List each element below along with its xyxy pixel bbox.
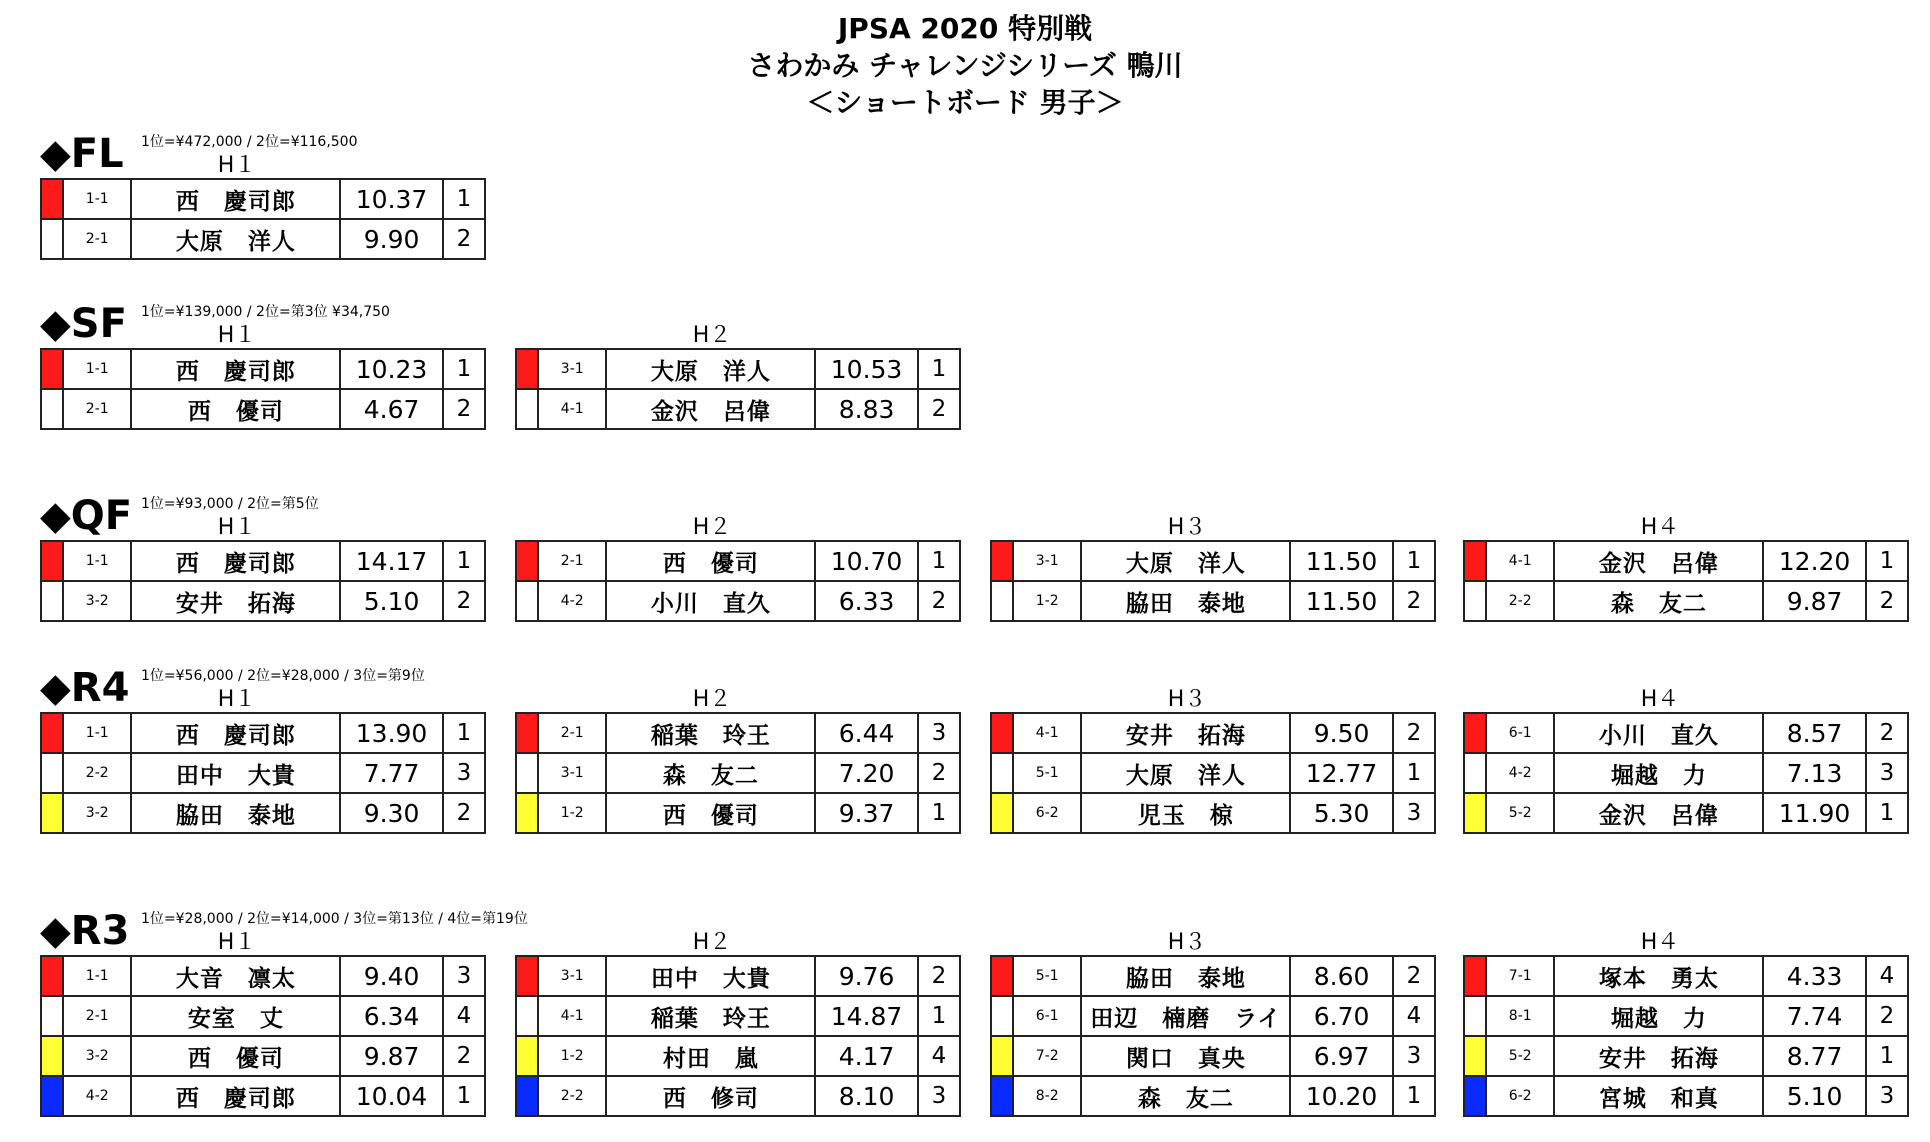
heat-label: H２ [692,930,732,955]
rank-cell: 1 [918,349,960,389]
surfer-name: 小川 直久 [606,581,815,621]
heat-row [991,1036,1435,1076]
jersey-color-swatch [991,541,1013,581]
heat-table [515,348,961,430]
heat-row [41,956,485,996]
score-cell: 5.10 [340,581,442,621]
surfer-name: 西 慶司郎 [131,349,340,389]
seed-cell: 1-1 [63,541,131,581]
score-cell: 6.70 [1290,996,1392,1036]
heat-row [991,581,1435,621]
score-cell: 10.70 [815,541,917,581]
heat-row [1464,793,1908,833]
seed-cell: 1-1 [63,179,131,219]
rank-cell: 2 [443,389,485,429]
seed-cell: 4-2 [538,581,606,621]
round-label: ◆R3 [40,908,130,954]
round-prize-info: 1位=¥28,000 / 2位=¥14,000 / 3位=第13位 / 4位=第19位 [141,911,528,927]
heat-table [40,955,486,1117]
heat-row [516,349,960,389]
surfer-name: 堀越 力 [1554,996,1763,1036]
heat-row [991,956,1435,996]
surfer-name: 西 優司 [131,1036,340,1076]
rank-cell: 2 [918,753,960,793]
seed-cell: 3-1 [538,956,606,996]
score-cell: 8.60 [1290,956,1392,996]
surfer-name: 安井 拓海 [131,581,340,621]
surfer-name: 堀越 力 [1554,753,1763,793]
rank-cell: 2 [443,1036,485,1076]
surfer-name: 大音 凛太 [131,956,340,996]
seed-cell: 1-1 [63,956,131,996]
surfer-name: 脇田 泰地 [131,793,340,833]
seed-cell: 4-2 [63,1076,131,1116]
seed-cell: 5-1 [1013,956,1081,996]
rank-cell: 1 [443,541,485,581]
jersey-color-swatch [1464,956,1486,996]
score-cell: 8.83 [815,389,917,429]
seed-cell: 2-1 [538,713,606,753]
rank-cell: 3 [443,753,485,793]
seed-cell: 3-1 [538,349,606,389]
surfer-name: 関口 真央 [1081,1036,1290,1076]
rank-cell: 2 [443,581,485,621]
rank-cell: 1 [443,179,485,219]
jersey-color-swatch [1464,1036,1486,1076]
surfer-name: 児玉 椋 [1081,793,1290,833]
rank-cell: 1 [918,793,960,833]
heat-row [516,793,960,833]
jersey-color-swatch [991,956,1013,996]
score-cell: 6.97 [1290,1036,1392,1076]
heat-label: H３ [1167,515,1207,540]
jersey-color-swatch [41,389,63,429]
heat-row [1464,996,1908,1036]
rank-cell: 1 [443,1076,485,1116]
jersey-color-swatch [516,1036,538,1076]
jersey-color-swatch [991,753,1013,793]
heat-row [516,1076,960,1116]
rank-cell: 3 [443,956,485,996]
heat-label: H１ [217,930,257,955]
seed-cell: 5-2 [1486,1036,1554,1076]
rank-cell: 2 [1866,713,1908,753]
heat-row [41,713,485,753]
heat-row [991,996,1435,1036]
seed-cell: 3-2 [63,581,131,621]
seed-cell: 2-2 [1486,581,1554,621]
jersey-color-swatch [1464,713,1486,753]
jersey-color-swatch [991,1036,1013,1076]
score-cell: 13.90 [340,713,442,753]
heat-row [41,996,485,1036]
jersey-color-swatch [991,581,1013,621]
heat-row [41,793,485,833]
score-cell: 9.87 [1763,581,1865,621]
round-label: ◆QF [40,493,133,539]
heat-label: H２ [692,515,732,540]
heat-table [40,712,486,834]
surfer-name: 田中 大貴 [131,753,340,793]
jersey-color-swatch [41,713,63,753]
surfer-name: 小川 直久 [1554,713,1763,753]
surfer-name: 安井 拓海 [1081,713,1290,753]
seed-cell: 3-2 [63,1036,131,1076]
rank-cell: 4 [443,996,485,1036]
seed-cell: 4-1 [538,389,606,429]
rank-cell: 1 [1866,541,1908,581]
heat-row [516,956,960,996]
heat-label: H３ [1167,930,1207,955]
score-cell: 7.74 [1763,996,1865,1036]
jersey-color-swatch [1464,996,1486,1036]
surfer-name: 西 修司 [606,1076,815,1116]
score-cell: 5.10 [1763,1076,1865,1116]
heat-row [1464,1036,1908,1076]
title-line-1: JPSA 2020 特別戦 [837,12,1093,45]
rank-cell: 1 [1866,1036,1908,1076]
heat-label: H４ [1640,930,1680,955]
score-cell: 6.34 [340,996,442,1036]
heat-row [1464,581,1908,621]
rank-cell: 2 [443,219,485,259]
rank-cell: 2 [443,793,485,833]
score-cell: 7.77 [340,753,442,793]
score-cell: 10.37 [340,179,442,219]
surfer-name: 大原 洋人 [606,349,815,389]
seed-cell: 1-2 [538,793,606,833]
score-cell: 5.30 [1290,793,1392,833]
seed-cell: 4-1 [538,996,606,1036]
seed-cell: 5-1 [1013,753,1081,793]
score-cell: 14.87 [815,996,917,1036]
heat-table [1463,712,1909,834]
heat-label: H１ [217,515,257,540]
rank-cell: 2 [1393,956,1435,996]
score-cell: 9.40 [340,956,442,996]
rank-cell: 2 [1866,581,1908,621]
heat-row [41,349,485,389]
score-cell: 10.20 [1290,1076,1392,1116]
jersey-color-swatch [991,793,1013,833]
heat-row [991,793,1435,833]
jersey-color-swatch [516,349,538,389]
rank-cell: 1 [443,349,485,389]
heat-row [516,389,960,429]
jersey-color-swatch [41,753,63,793]
jersey-color-swatch [516,1076,538,1116]
heat-row [516,541,960,581]
jersey-color-swatch [1464,1076,1486,1116]
heat-label: H２ [692,687,732,712]
seed-cell: 1-2 [538,1036,606,1076]
seed-cell: 8-2 [1013,1076,1081,1116]
rank-cell: 1 [1393,1076,1435,1116]
seed-cell: 4-1 [1013,713,1081,753]
rank-cell: 1 [443,713,485,753]
score-cell: 4.33 [1763,956,1865,996]
heat-table [40,178,486,260]
surfer-name: 安室 丈 [131,996,340,1036]
jersey-color-swatch [41,581,63,621]
surfer-name: 森 友二 [606,753,815,793]
surfer-name: 安井 拓海 [1554,1036,1763,1076]
rank-cell: 2 [1393,581,1435,621]
heat-row [516,713,960,753]
heat-row [991,1076,1435,1116]
jersey-color-swatch [1464,581,1486,621]
score-cell: 11.50 [1290,581,1392,621]
jersey-color-swatch [41,956,63,996]
jersey-color-swatch [991,713,1013,753]
heat-row [1464,956,1908,996]
seed-cell: 5-2 [1486,793,1554,833]
surfer-name: 西 慶司郎 [131,1076,340,1116]
score-cell: 8.77 [1763,1036,1865,1076]
surfer-name: 森 友二 [1081,1076,1290,1116]
seed-cell: 2-1 [63,996,131,1036]
seed-cell: 2-1 [63,389,131,429]
heat-label: H３ [1167,687,1207,712]
score-cell: 9.76 [815,956,917,996]
seed-cell: 3-1 [1013,541,1081,581]
surfer-name: 西 慶司郎 [131,541,340,581]
rank-cell: 2 [918,581,960,621]
seed-cell: 4-2 [1486,753,1554,793]
heat-row [991,753,1435,793]
seed-cell: 6-2 [1486,1076,1554,1116]
rank-cell: 3 [1866,1076,1908,1116]
surfer-name: 森 友二 [1554,581,1763,621]
heat-row [41,179,485,219]
score-cell: 6.44 [815,713,917,753]
score-cell: 10.04 [340,1076,442,1116]
heat-row [41,753,485,793]
jersey-color-swatch [1464,793,1486,833]
surfer-name: 稲葉 玲王 [606,996,815,1036]
jersey-color-swatch [41,219,63,259]
seed-cell: 2-1 [538,541,606,581]
seed-cell: 7-1 [1486,956,1554,996]
rank-cell: 1 [1393,541,1435,581]
score-cell: 9.30 [340,793,442,833]
heat-row [991,713,1435,753]
heat-table [40,348,486,430]
heat-label: H２ [692,323,732,348]
score-cell: 8.57 [1763,713,1865,753]
heat-table [990,955,1436,1117]
seed-cell: 1-1 [63,349,131,389]
score-cell: 9.90 [340,219,442,259]
score-cell: 4.17 [815,1036,917,1076]
score-cell: 14.17 [340,541,442,581]
jersey-color-swatch [41,996,63,1036]
heat-row [41,541,485,581]
heat-label: H４ [1640,515,1680,540]
heat-row [991,541,1435,581]
heat-row [41,389,485,429]
score-cell: 10.23 [340,349,442,389]
jersey-color-swatch [516,389,538,429]
score-cell: 11.50 [1290,541,1392,581]
rank-cell: 2 [918,389,960,429]
round-label: ◆FL [40,131,124,177]
jersey-color-swatch [41,1076,63,1116]
heat-row [1464,541,1908,581]
heat-table [1463,540,1909,622]
heat-table [515,712,961,834]
score-cell: 12.20 [1763,541,1865,581]
round-prize-info: 1位=¥56,000 / 2位=¥28,000 / 3位=第9位 [141,668,425,684]
title-line-2: さわかみ チャレンジシリーズ 鴨川 [747,49,1183,82]
heat-row [41,219,485,259]
jersey-color-swatch [41,349,63,389]
heat-table [990,540,1436,622]
heat-label: H１ [217,323,257,348]
rank-cell: 2 [918,956,960,996]
score-cell: 6.33 [815,581,917,621]
heat-row [1464,1076,1908,1116]
rank-cell: 3 [918,1076,960,1116]
rank-cell: 4 [1393,996,1435,1036]
jersey-color-swatch [41,1036,63,1076]
surfer-name: 西 優司 [131,389,340,429]
round-prize-info: 1位=¥472,000 / 2位=¥116,500 [141,134,358,150]
rank-cell: 1 [1393,753,1435,793]
heat-row [41,1036,485,1076]
score-cell: 9.87 [340,1036,442,1076]
rank-cell: 3 [1393,1036,1435,1076]
rank-cell: 3 [1866,753,1908,793]
heat-row [1464,713,1908,753]
seed-cell: 6-1 [1486,713,1554,753]
heat-row [1464,753,1908,793]
surfer-name: 金沢 呂偉 [1554,793,1763,833]
jersey-color-swatch [1464,753,1486,793]
rank-cell: 4 [1866,956,1908,996]
rank-cell: 1 [1866,793,1908,833]
seed-cell: 2-2 [538,1076,606,1116]
jersey-color-swatch [516,956,538,996]
surfer-name: 田中 大貴 [606,956,815,996]
heat-label: H１ [217,153,257,178]
seed-cell: 6-1 [1013,996,1081,1036]
heat-label: H４ [1640,687,1680,712]
score-cell: 9.50 [1290,713,1392,753]
jersey-color-swatch [1464,541,1486,581]
heat-row [516,753,960,793]
surfer-name: 大原 洋人 [1081,753,1290,793]
jersey-color-swatch [516,996,538,1036]
rank-cell: 1 [918,541,960,581]
seed-cell: 4-1 [1486,541,1554,581]
seed-cell: 6-2 [1013,793,1081,833]
heat-row [516,996,960,1036]
score-cell: 8.10 [815,1076,917,1116]
heat-label: H１ [217,687,257,712]
rank-cell: 1 [918,996,960,1036]
heat-table [990,712,1436,834]
surfer-name: 金沢 呂偉 [606,389,815,429]
surfer-name: 大原 洋人 [1081,541,1290,581]
heat-table [40,540,486,622]
surfer-name: 村田 嵐 [606,1036,815,1076]
score-cell: 10.53 [815,349,917,389]
surfer-name: 稲葉 玲王 [606,713,815,753]
score-cell: 7.13 [1763,753,1865,793]
jersey-color-swatch [516,581,538,621]
jersey-color-swatch [41,541,63,581]
heat-row [516,1036,960,1076]
seed-cell: 1-1 [63,713,131,753]
round-label: ◆SF [40,301,127,347]
surfer-name: 金沢 呂偉 [1554,541,1763,581]
surfer-name: 大原 洋人 [131,219,340,259]
seed-cell: 1-2 [1013,581,1081,621]
surfer-name: 西 優司 [606,793,815,833]
surfer-name: 脇田 泰地 [1081,956,1290,996]
jersey-color-swatch [516,713,538,753]
rank-cell: 2 [1866,996,1908,1036]
jersey-color-swatch [41,179,63,219]
seed-cell: 2-2 [63,753,131,793]
round-label: ◆R4 [40,665,130,711]
jersey-color-swatch [991,996,1013,1036]
jersey-color-swatch [516,541,538,581]
heat-row [41,581,485,621]
surfer-name: 西 慶司郎 [131,713,340,753]
jersey-color-swatch [991,1076,1013,1116]
round-prize-info: 1位=¥93,000 / 2位=第5位 [141,496,319,512]
score-cell: 7.20 [815,753,917,793]
heat-table [515,540,961,622]
score-cell: 4.67 [340,389,442,429]
surfer-name: 脇田 泰地 [1081,581,1290,621]
seed-cell: 3-2 [63,793,131,833]
heat-row [41,1076,485,1116]
seed-cell: 3-1 [538,753,606,793]
rank-cell: 2 [1393,713,1435,753]
seed-cell: 2-1 [63,219,131,259]
score-cell: 11.90 [1763,793,1865,833]
seed-cell: 7-2 [1013,1036,1081,1076]
jersey-color-swatch [41,793,63,833]
surfer-name: 西 優司 [606,541,815,581]
round-prize-info: 1位=¥139,000 / 2位=第3位 ¥34,750 [141,304,390,320]
rank-cell: 3 [1393,793,1435,833]
seed-cell: 8-1 [1486,996,1554,1036]
score-cell: 9.37 [815,793,917,833]
jersey-color-swatch [516,753,538,793]
surfer-name: 塚本 勇太 [1554,956,1763,996]
score-cell: 12.77 [1290,753,1392,793]
title-line-3: ＜ショートボード 男子＞ [806,86,1124,119]
surfer-name: 宮城 和真 [1554,1076,1763,1116]
rank-cell: 4 [918,1036,960,1076]
heat-table [1463,955,1909,1117]
heat-table [515,955,961,1117]
surfer-name: 西 慶司郎 [131,179,340,219]
jersey-color-swatch [516,793,538,833]
heat-row [516,581,960,621]
surfer-name: 田辺 楠磨 ライ [1081,996,1290,1036]
rank-cell: 3 [918,713,960,753]
